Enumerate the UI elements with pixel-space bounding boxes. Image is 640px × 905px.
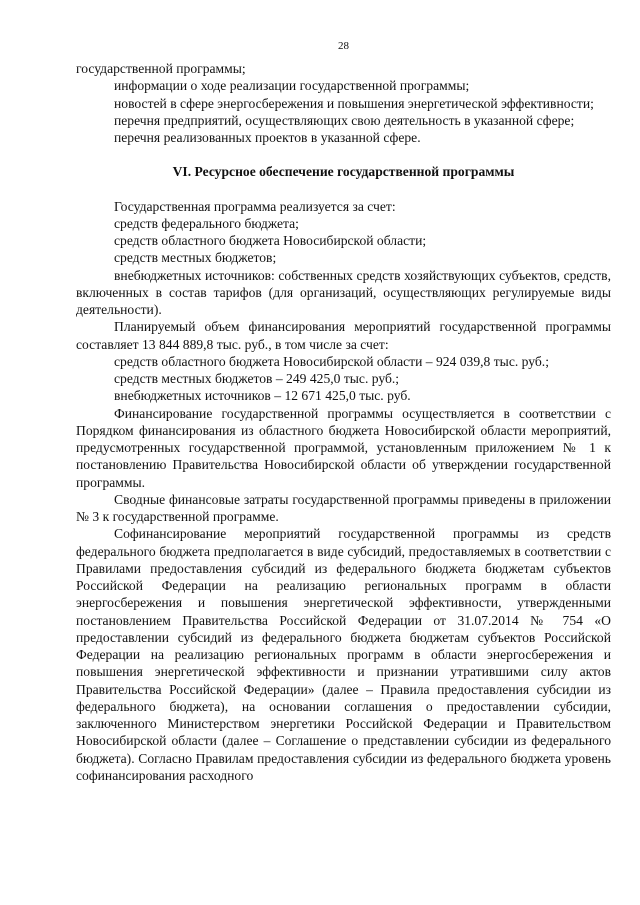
paragraph: Планируемый объем финансирования мероприятий государственной программы составляет 13 844 889,8 тыс. руб., в том числе за счет: bbox=[76, 319, 611, 352]
paragraph: Сводные финансовые затраты государственной программы приведены в приложении № 3 к государственной программе. bbox=[76, 491, 611, 524]
top-paragraphs bbox=[76, 60, 611, 146]
paragraph: средств местных бюджетов – 249 425,0 тыс. руб.; bbox=[114, 371, 400, 386]
paragraph: Государственная программа реализуется за счет: bbox=[114, 198, 396, 214]
paragraph: средств местных бюджетов; bbox=[114, 250, 277, 266]
section-heading: VI. Ресурсное обеспечение государственной программы bbox=[172, 164, 515, 180]
paragraph: средств областного бюджета Новосибирской области – 924 039,8 тыс. руб.; bbox=[114, 353, 549, 369]
paragraph: внебюджетных источников – 12 671 425,0 тыс. руб. bbox=[114, 388, 411, 404]
paragraph: средств федерального бюджета; bbox=[114, 215, 299, 231]
paragraph: Софинансирование мероприятий государственной программы из средств федерального бюджета предполагается в виде субсидий, предоставляемых в соответствии с Правилами предоставления субсидий из федерального бюджета бюджетам субъектов Российской Федерации на реализацию региональных программ в области энергосбережения и повышения энергетической эффективности, утвержденными постановлением Правительства Российской Федерации от 31.07.2014 № 754 «О предоставлении субсидий из федерального бюджета бюджетам субъектов Российской Федерации на реализацию региональных программ в области энергосбережения и повышения энергетической эффективности и признании утратившими силу актов Правительства Российской Федерации» (далее – Правила предоставления субсидии из федерального бюджета), на основании соглашения о предоставлении субсидии, заключенного Министерством энергетики Российской Федерации и Правительством Новосибирской области (далее – Соглашение о представлении субсидии из федерального бюджета). Согласно Правилам предоставления субсидии из федерального бюджета уровень софинансирования расходного bbox=[76, 526, 611, 783]
document-body bbox=[76, 60, 611, 784]
paragraph: информации о ходе реализации государственной программы; bbox=[114, 78, 470, 94]
paragraph: новостей в сфере энергосбережения и повышения энергетической эффективности; bbox=[114, 95, 594, 111]
paragraph: перечня реализованных проектов в указанной сфере. bbox=[114, 130, 421, 145]
paragraph: государственной программы; bbox=[76, 61, 246, 76]
page-number: 28 bbox=[338, 40, 349, 52]
paragraph: внебюджетных источников: собственных средств хозяйствующих субъектов, средств, включенных в состав тарифов (для организаций, осуществляющих регулируемые виды деятельности). bbox=[76, 267, 611, 317]
main-paragraphs bbox=[76, 198, 611, 785]
paragraph: средств областного бюджета Новосибирской области; bbox=[114, 233, 427, 248]
paragraph: перечня предприятий, осуществляющих свою деятельность в указанной сфере; bbox=[114, 112, 575, 128]
paragraph: Финансирование государственной программы осуществляется в соответствии с Порядком финансирования из областного бюджета Новосибирской области мероприятий, предусмотренных государственной программой, установленным приложением № 1 к постановлению Правительства Новосибирской области об утверждении государственной программы. bbox=[76, 405, 611, 490]
